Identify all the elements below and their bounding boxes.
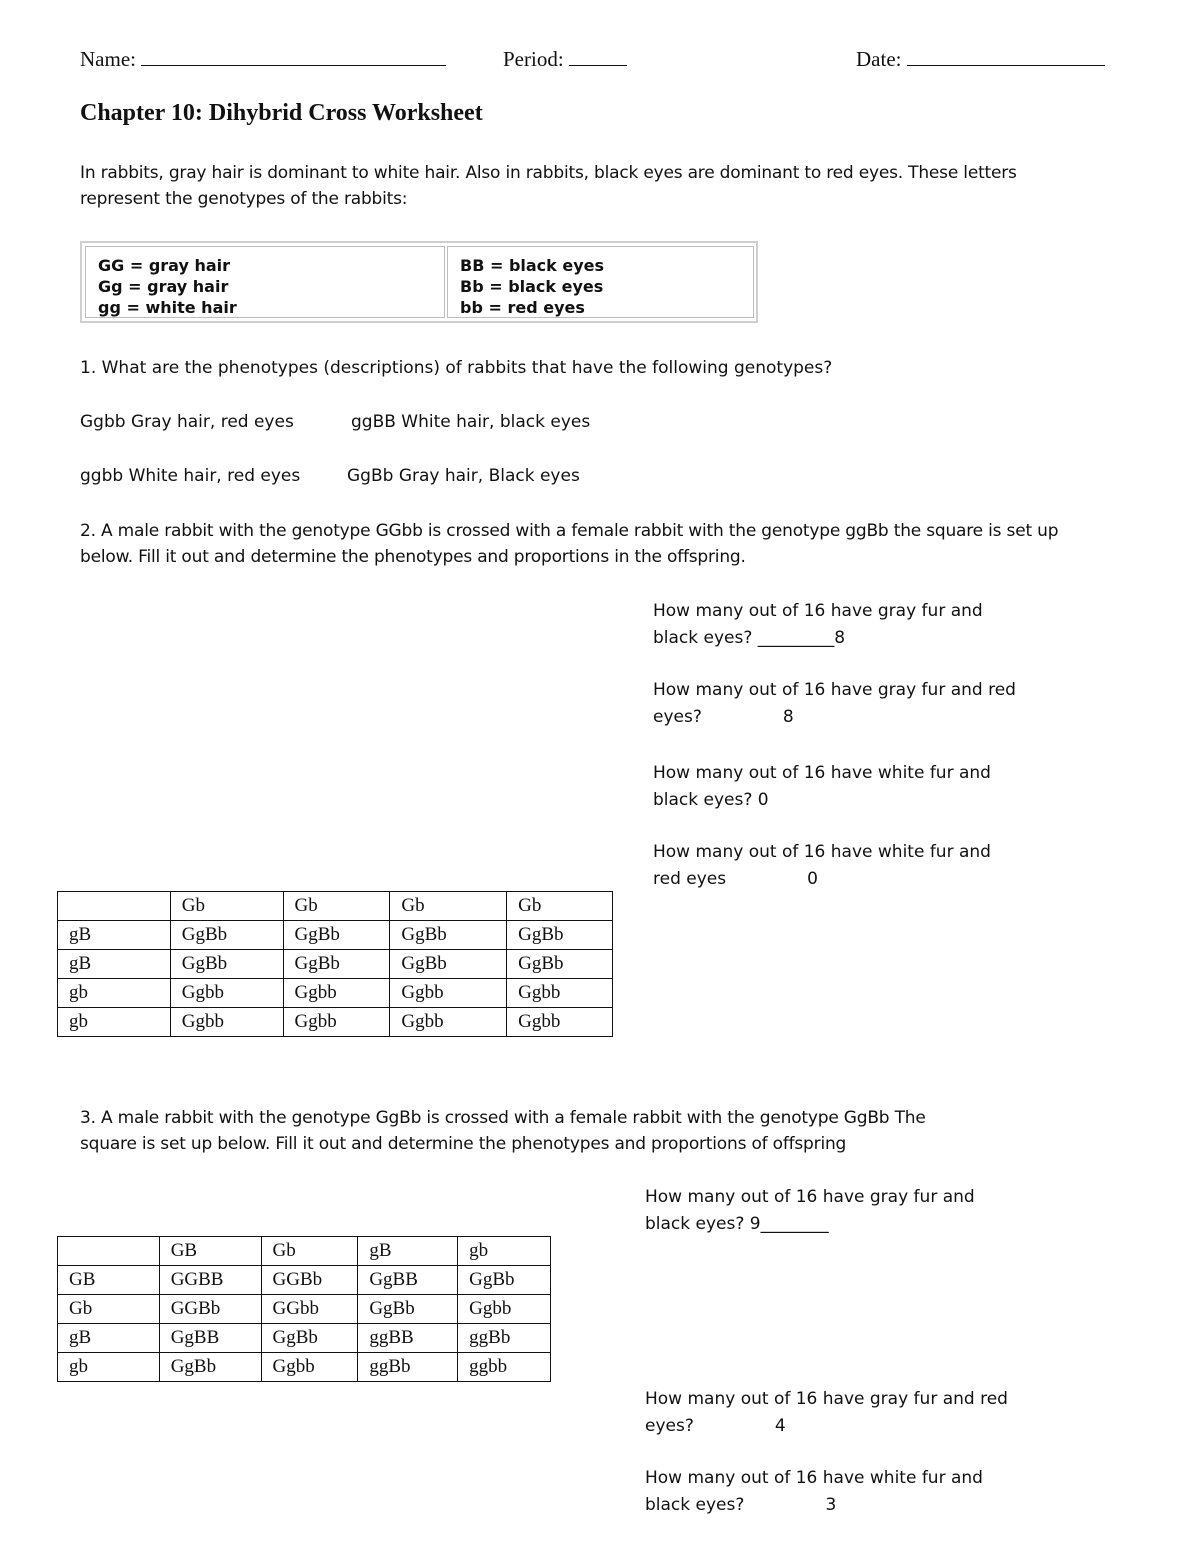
table-cell[interactable]: Ggbb [507, 1008, 613, 1037]
table-cell[interactable]: ggBB [358, 1324, 458, 1353]
table-cell: Gb [283, 892, 390, 921]
table-cell[interactable]: ggBb [458, 1324, 551, 1353]
table-row [58, 1266, 551, 1295]
key-entry: GG = gray hair [98, 256, 231, 275]
table-cell: Gb [58, 1295, 160, 1324]
table-cell: GB [159, 1237, 261, 1266]
table-row [58, 921, 613, 950]
table-cell[interactable]: Ggbb [170, 1008, 283, 1037]
name-blank[interactable] [141, 45, 446, 66]
subquestion-answer[interactable]: black eyes? _________8 [653, 627, 846, 648]
table-row [58, 1295, 551, 1324]
key-entry: gg = white hair [98, 298, 237, 317]
q1-question: 1. What are the phenotypes (descriptions) of rabbits that have the following genotypes? [80, 358, 833, 378]
table-cell[interactable]: GgBb [507, 921, 613, 950]
period-label: Period: [503, 47, 564, 71]
table-header-row [58, 892, 613, 921]
q3-subquestion [645, 1465, 983, 1518]
date-blank[interactable] [907, 45, 1105, 66]
table-cell[interactable]: GgBB [358, 1266, 458, 1295]
q2-prompt [80, 518, 1110, 570]
key-entry: Gg = gray hair [98, 277, 229, 296]
period-blank[interactable] [569, 45, 627, 66]
key-entry: bb = red eyes [460, 298, 585, 317]
table-cell[interactable]: GGBb [261, 1266, 358, 1295]
table-cell[interactable]: GgBb [390, 921, 507, 950]
q1-answer: ggbb White hair, red eyes [80, 466, 301, 486]
table-cell[interactable]: Ggbb [390, 1008, 507, 1037]
name-field [80, 45, 446, 72]
table-row [58, 950, 613, 979]
table-cell[interactable]: GgBb [261, 1324, 358, 1353]
page-title: Chapter 10: Dihybrid Cross Worksheet [80, 100, 483, 126]
genotype-key [80, 241, 758, 323]
table-row [58, 1324, 551, 1353]
table-header-row [58, 1237, 551, 1266]
q3-prompt [80, 1105, 1110, 1157]
q2-subquestion [653, 677, 1016, 730]
table-cell: Gb [170, 892, 283, 921]
table-cell: gb [58, 1008, 171, 1037]
intro-line: represent the genotypes of the rabbits: [80, 189, 408, 209]
intro-paragraph [80, 160, 1110, 212]
table-cell: gB [58, 950, 171, 979]
eye-key [447, 246, 754, 318]
table-cell: gb [58, 1353, 160, 1382]
name-label: Name: [80, 47, 136, 71]
q2-punnett-square [57, 891, 613, 1037]
date-field [856, 45, 1105, 72]
q3-subquestion [645, 1184, 975, 1237]
table-cell: gB [58, 1324, 160, 1353]
table-cell[interactable]: GgBb [283, 950, 390, 979]
table-cell[interactable]: Ggbb [170, 979, 283, 1008]
q1-answer: GgBb Gray hair, Black eyes [347, 466, 580, 486]
q1-answer: Ggbb Gray hair, red eyes [80, 412, 294, 432]
table-cell[interactable]: GgBb [283, 921, 390, 950]
subquestion-answer[interactable]: eyes? 4 [645, 1415, 786, 1436]
subquestion-answer[interactable]: black eyes? 0 [653, 789, 769, 810]
table-cell[interactable]: Ggbb [390, 979, 507, 1008]
table-cell: Gb [390, 892, 507, 921]
subquestion-line: How many out of 16 have gray fur and red [645, 1389, 1008, 1409]
table-cell[interactable]: ggBb [358, 1353, 458, 1382]
table-row [58, 979, 613, 1008]
table-cell: GB [58, 1266, 160, 1295]
table-cell[interactable]: GgBb [170, 950, 283, 979]
table-cell: Gb [261, 1237, 358, 1266]
table-cell[interactable]: Ggbb [283, 979, 390, 1008]
subquestion-answer[interactable]: eyes? 8 [653, 706, 794, 727]
subquestion-answer[interactable]: black eyes? 3 [645, 1494, 837, 1515]
date-label: Date: [856, 47, 902, 71]
q3-line: square is set up below. Fill it out and determine the phenotypes and proportions of offspring [80, 1134, 847, 1154]
q3-punnett-square [57, 1236, 551, 1382]
table-cell[interactable]: GgBb [159, 1353, 261, 1382]
table-cell: Gb [507, 892, 613, 921]
table-cell[interactable]: ggbb [458, 1353, 551, 1382]
subquestion-line: How many out of 16 have white fur and [653, 842, 991, 862]
subquestion-line: How many out of 16 have white fur and [645, 1468, 983, 1488]
table-cell [58, 892, 171, 921]
table-cell[interactable]: GGBB [159, 1266, 261, 1295]
q3-subquestion [645, 1386, 1008, 1439]
hair-key [85, 246, 445, 318]
subquestion-line: How many out of 16 have white fur and [653, 763, 991, 783]
table-cell[interactable]: GgBB [159, 1324, 261, 1353]
q3-line: 3. A male rabbit with the genotype GgBb is crossed with a female rabbit with the genotype GgBb The [80, 1108, 926, 1128]
table-cell: gb [458, 1237, 551, 1266]
q2-line: below. Fill it out and determine the phenotypes and proportions in the offspring. [80, 547, 746, 567]
key-entry: Bb = black eyes [460, 277, 604, 296]
q2-subquestion [653, 598, 983, 651]
subquestion-line: How many out of 16 have gray fur and red [653, 680, 1016, 700]
table-cell[interactable]: GgBb [170, 921, 283, 950]
subquestion-line: How many out of 16 have gray fur and [645, 1187, 975, 1207]
table-cell[interactable]: Ggbb [458, 1295, 551, 1324]
table-cell: gb [58, 979, 171, 1008]
intro-line: In rabbits, gray hair is dominant to white hair. Also in rabbits, black eyes are dominant to red eyes. These letters [80, 163, 1017, 183]
table-cell[interactable]: Ggbb [507, 979, 613, 1008]
table-cell[interactable]: GgBb [507, 950, 613, 979]
subquestion-answer[interactable]: black eyes? 9________ [645, 1213, 829, 1234]
q1-answer: ggBB White hair, black eyes [351, 412, 591, 432]
table-row [58, 1008, 613, 1037]
table-cell[interactable]: GgBb [390, 950, 507, 979]
table-cell[interactable]: GgBb [458, 1266, 551, 1295]
q2-line: 2. A male rabbit with the genotype GGbb is crossed with a female rabbit with the genotype ggBb the square is set up [80, 521, 1059, 541]
table-cell[interactable]: Ggbb [283, 1008, 390, 1037]
table-cell[interactable]: GgBb [358, 1295, 458, 1324]
table-cell[interactable]: GGbb [261, 1295, 358, 1324]
subquestion-answer[interactable]: red eyes 0 [653, 868, 818, 889]
subquestion-line: How many out of 16 have gray fur and [653, 601, 983, 621]
key-entry: BB = black eyes [460, 256, 605, 275]
table-cell: gB [58, 921, 171, 950]
table-cell[interactable]: Ggbb [261, 1353, 358, 1382]
table-cell[interactable]: GGBb [159, 1295, 261, 1324]
table-cell: gB [358, 1237, 458, 1266]
table-cell [58, 1237, 160, 1266]
table-row [58, 1353, 551, 1382]
q2-subquestion [653, 760, 991, 813]
q2-subquestion [653, 839, 991, 892]
period-field [503, 45, 627, 72]
